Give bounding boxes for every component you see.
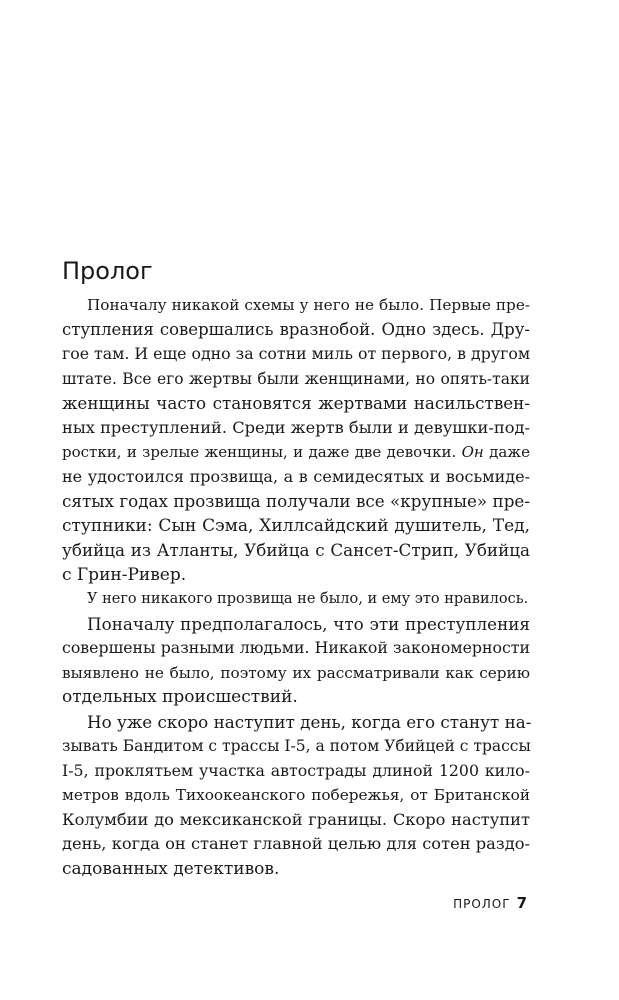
text-line: садованных детективов. [62,858,280,879]
text-line: зывать Бандитом с трассы I-5, а потом Убийцей с трассы [62,737,531,755]
text-line: совершены разными людьми. Никакой закономерности [62,638,530,657]
italic-word: Он [461,443,484,461]
text-line: ных преступлений. Среди жертв были и девушки-под- [62,417,530,437]
text-line-tail: даже [489,443,530,461]
body-text [62,293,530,881]
text-line: Колумбии до мексиканской границы. Скоро наступит [62,809,530,829]
text-line: выявлено не было, поэтому их рассматривали как серию [62,663,530,682]
text-line: убийца из Атланты, Убийца с Сансет-Стрип, Убийца [62,540,530,560]
text-line [62,440,530,465]
chapter-title: Пролог [62,257,153,285]
text-line-lead: ростки, и зрелые женщины, и даже две девочки. [62,443,457,461]
text-line: Поначалу никакой схемы у него не было. Первые пре- [87,296,530,314]
text-line: У него никакого прозвища не было, и ему это нравилось. [87,591,529,607]
text-line: штате. Все его жертвы были женщинами, но опять-таки [62,369,530,388]
text-line: женщины часто становятся жертвами насильствен- [62,393,530,413]
text-line: сятых годах прозвища получали все «крупные» пре- [62,491,530,511]
running-head: ПРОЛОГ [453,897,511,911]
page-footer [453,895,527,912]
text-line: ступники: Сын Сэма, Хиллсайдский душитель, Тед, [62,515,530,536]
text-line: не удостоился прозвища, а в семидесятых и восьмиде- [62,466,530,486]
text-line: ступления совершались вразнобой. Одно здесь. Дру- [62,319,530,339]
text-line: Поначалу предполагалось, что эти преступления [87,613,530,634]
text-line: отдельных происшествий. [62,687,298,707]
text-line: I-5, проклятьем участка автострады длиной 1200 кило- [62,760,530,780]
text-line: с Грин-Ривер. [62,564,187,585]
text-line: гое там. И еще одно за сотни миль от первого, в другом [62,344,531,363]
text-line: Но уже скоро наступит день, когда его станут на- [87,711,532,732]
page-number: 7 [516,894,527,912]
text-line: день, когда он станет главной целью для сотен раздо- [62,834,530,853]
text-line: метров вдоль Тихоокеанского побережья, от Британской [62,786,530,804]
